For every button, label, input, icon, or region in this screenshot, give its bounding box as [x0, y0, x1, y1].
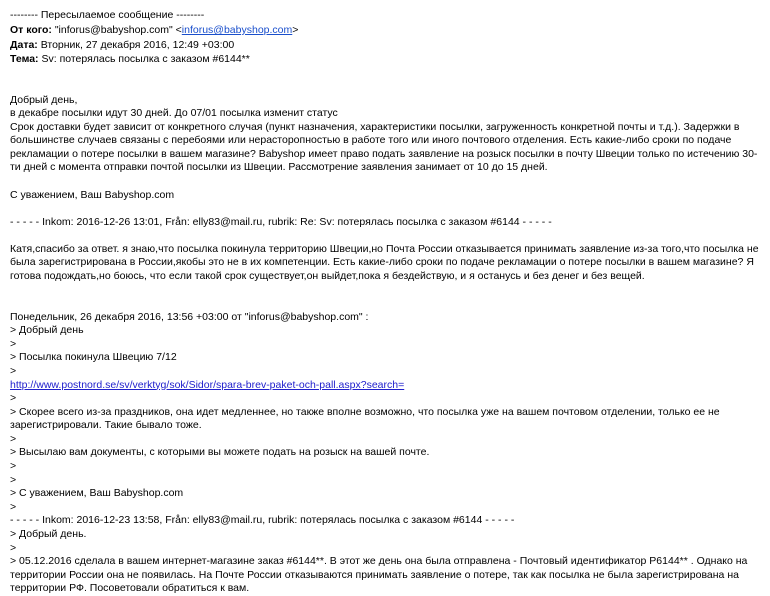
- header-date-label: Дата:: [10, 38, 38, 51]
- header-from-email-link[interactable]: inforus@babyshop.com: [181, 24, 293, 36]
- header-subject: [10, 52, 760, 67]
- spacer-after-signature: [10, 202, 760, 216]
- body-line-2: в декабре посылки идут 30 дней. До 07/01 посылка изменит статус: [10, 107, 338, 120]
- signature: С уважением, Ваш Babyshop.com: [10, 188, 175, 201]
- spacer-before-quote-date: [10, 284, 760, 298]
- forward-divider: -------- Пересылаемое сообщение --------: [10, 9, 205, 21]
- quoted-line-1: >: [10, 337, 17, 350]
- inkom-separator-2: - - - - - Inkom: 2016-12-23 13:58, Från: elly83@mail.ru, rubrik: потерялась посылка с заказом #6144 - - - - -: [10, 514, 515, 527]
- header-from-value-pre: "inforus@babyshop.com" <: [51, 24, 182, 36]
- quoted-line-10: >: [10, 473, 17, 486]
- quote-date-line: Понедельник, 26 декабря 2016, 13:56 +03:00 от "inforus@babyshop.com" :: [10, 310, 369, 323]
- inkom-separator-1: - - - - - Inkom: 2016-12-26 13:01, Från: elly83@mail.ru, rubrik: Re: Sv: потерялась посылка с заказом #6144 - - - - -: [10, 215, 552, 228]
- header-from-value-post: >: [292, 24, 299, 36]
- quoted-line-9: >: [10, 460, 17, 473]
- quoted-line-3: >: [10, 364, 17, 377]
- quoted-line-5: >: [10, 392, 17, 405]
- spacer-before-quote-date-2: [10, 297, 760, 311]
- tail-line-2: > 05.12.2016 сделала в вашем интернет-магазине заказ #6144**. В этот же день она была отправлена - Почтовый идентификатор Р6144** . Однако на территории России она не появилась. На Почте России отказываются принимать заявление о потере, так как посылка не была зарегистрирована на территории РФ. Посоветовали обратиться к вам.: [10, 555, 748, 595]
- quoted-line-12: >: [10, 500, 17, 513]
- tail-line-1: >: [10, 541, 17, 554]
- spacer-after-headers-2: [10, 80, 760, 94]
- body-greeting: Добрый день,: [10, 93, 78, 106]
- header-from-label: От кого:: [10, 24, 52, 36]
- quoted-line-0: > Добрый день: [10, 324, 84, 337]
- body-paragraph: Срок доставки будет зависит от конкретного случая (пункт назначения, характеристики посылки, загруженность конкретной почты и т.д.). Задержки в большинстве случаев связаны с перебоями или нерасторопностью в работе того или иного почтового отделения. Есть какие-либо сроки по подаче рекламации о потере посылки в вашем магазине? Babyshop имеет право подать заявление на розыск посылки в почту Швеции только по истечению 30-ти дней с момента отправки почтой посылки из Швеции. Рассмотрение заявления занимает от 10 до 15 дней.: [10, 120, 758, 174]
- quoted-line-6: > Скорее всего из-за праздников, она идет медленнее, но также вполне возможно, что посылка уже на вашем почтовом отделении, только ее не зарегистрировали. Такие бывало тоже.: [10, 405, 720, 432]
- spacer-after-inkom-1: [10, 229, 760, 243]
- quoted-line-7: >: [10, 432, 17, 445]
- header-date-value: Вторник, 27 декабря 2016, 12:49 +03:00: [37, 38, 235, 51]
- header-subject-value: Sv: потерялась посылка с заказом #6144**: [38, 53, 250, 65]
- quoted-line-8: > Высылаю вам документы, с которыми вы можете подать на розыск на вашей почте.: [10, 446, 430, 459]
- quoted-line-4: [10, 379, 760, 393]
- quoted-line-11: > С уважением, Ваш Babyshop.com: [10, 487, 184, 500]
- spacer-after-headers: [10, 67, 760, 81]
- header-from: [10, 23, 760, 38]
- reply-paragraph-1: Катя,спасибо за ответ. я знаю,что посылка покинула территорию Швеции,но Почта России отказывается принимать заявление из-за того,что посылка не была зарегистрирована в России,якобы это не в их компетенции. Есть какие-либо сроки по подаче рекламации о потере посылки в вашем магазине? Я готова подождать,но боюсь, что если такой срок существует,он выйдет,пока я бездействую, и я останусь и без денег и без вещей.: [10, 242, 759, 282]
- quoted-line-2: > Посылка покинула Швецию 7/12: [10, 351, 177, 364]
- tail-line-0: > Добрый день.: [10, 528, 87, 541]
- header-subject-label: Тема:: [10, 53, 39, 65]
- header-date: [10, 38, 760, 53]
- postnord-tracking-link[interactable]: http://www.postnord.se/sv/verktyg/sok/Sidor/spara-brev-paket-och-pall.aspx?search=: [10, 378, 405, 391]
- spacer-before-signature: [10, 175, 760, 189]
